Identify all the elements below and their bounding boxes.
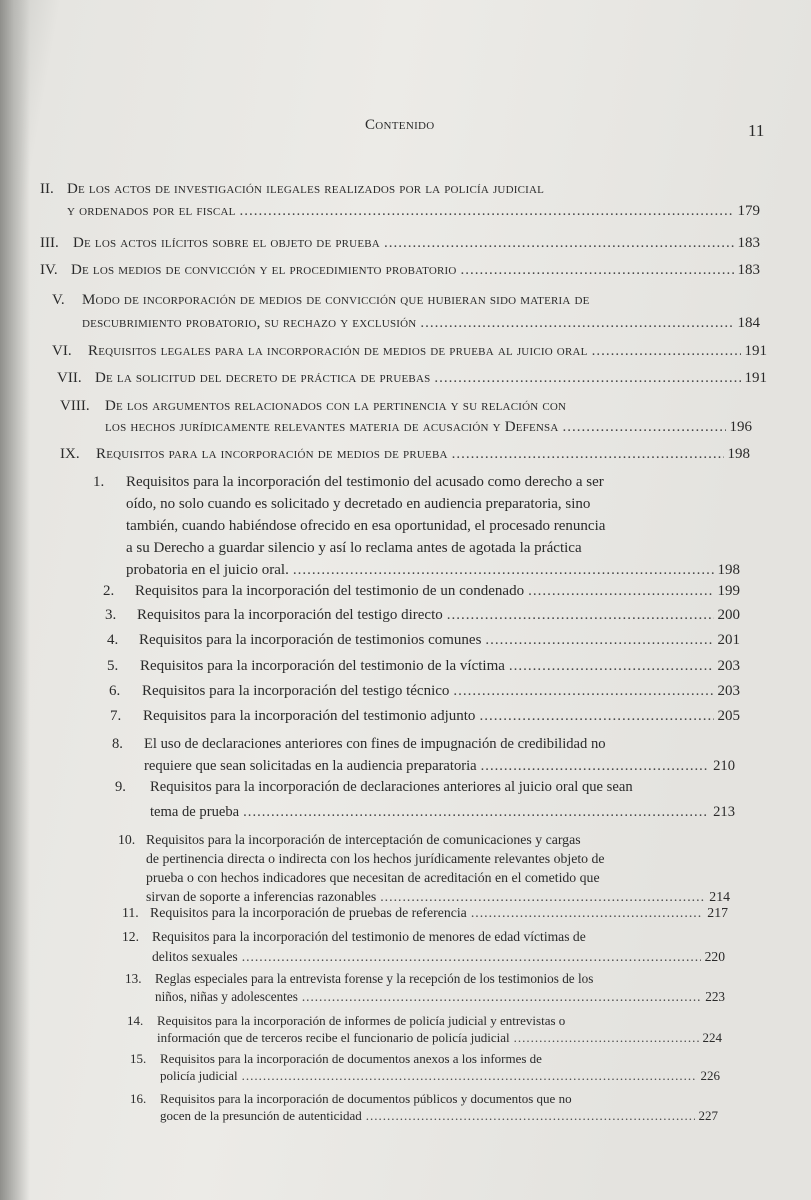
toc-entry-page: 191: [744, 370, 767, 386]
toc-entry: [57, 367, 767, 389]
toc-entry-number: 1.: [93, 474, 105, 490]
dot-leader: [384, 232, 734, 254]
dot-leader: [242, 1067, 697, 1084]
toc-entry-title-line: Requisitos legales para la incorporación de medios de prueba al juicio oral: [88, 343, 588, 359]
toc-entry: [115, 775, 735, 825]
dot-leader: [447, 604, 714, 626]
toc-entry-number: VIII.: [60, 398, 90, 414]
dot-leader: [485, 629, 713, 651]
toc-entry-title-line: de pertinencia directa o indirecta con los hechos jurídicamente relevantes objeto de: [146, 851, 605, 866]
toc-entry-title-line: niños, niñas y adolescentes: [155, 989, 298, 1004]
dot-leader: [509, 655, 714, 677]
toc-entry-title-line: Modo de incorporación de medios de convicción que hubieran sido materia de: [82, 292, 590, 308]
toc-entry-number: 9.: [115, 779, 126, 795]
toc-entry-title-line: requiere que sean solicitadas en la audiencia preparatoria: [144, 758, 477, 774]
toc-entry-title-line: oído, no solo cuando es solicitado y decretado en audiencia preparatoria, sino: [126, 496, 591, 512]
dot-leader: [481, 755, 709, 777]
toc-entry-title-line: Requisitos para la incorporación de documentos anexos a los informes de: [160, 1051, 542, 1066]
toc-entry-page: 220: [704, 949, 725, 964]
toc-entry-number: 8.: [112, 736, 123, 752]
toc-entry-title-line: De los medios de convicción y el procedimiento probatorio: [71, 262, 457, 278]
toc-entry-page: 217: [707, 905, 728, 920]
dot-leader: [453, 680, 713, 702]
toc-entry-title-line: De la solicitud del decreto de práctica de pruebas: [95, 370, 431, 386]
toc-entry-title-line: prueba o con hechos indicadores que necesitan de acreditación en el cometido que: [146, 870, 600, 885]
toc-entry: [118, 830, 730, 906]
toc-entry-page: 183: [737, 235, 760, 251]
toc-entry-title-line: delitos sexuales: [152, 949, 238, 964]
toc-entry-number: 11.: [122, 905, 139, 920]
toc-entry-title-line: también, cuando habiéndose ofrecido en esa oportunidad, el procesado renuncia: [126, 518, 606, 534]
toc-entry: [130, 1050, 720, 1084]
toc-entry-page: 203: [717, 683, 740, 699]
toc-entry-title-line: Requisitos para la incorporación del testimonio adjunto: [143, 708, 476, 724]
dot-leader: [240, 200, 734, 222]
dot-leader: [471, 903, 703, 923]
toc-entry: [52, 289, 760, 335]
toc-entry-number: 6.: [109, 683, 121, 699]
toc-entry-number: VI.: [52, 343, 72, 359]
toc-entry-title-line: Requisitos para la incorporación del testigo técnico: [142, 683, 450, 699]
toc-entry-title-line: Requisitos para la incorporación de declaraciones anteriores al juicio oral que sean: [150, 779, 633, 795]
toc-entry: [112, 733, 735, 777]
toc-entry: [60, 443, 750, 465]
toc-entry-page: 223: [705, 989, 725, 1004]
dot-leader: [434, 367, 740, 389]
toc-entry-number: V.: [52, 292, 65, 308]
toc-entry-title-line: Requisitos para la incorporación de interceptación de comunicaciones y cargas: [146, 832, 581, 847]
dot-leader: [242, 947, 701, 967]
toc-entry-number: 4.: [107, 632, 119, 648]
toc-entry-title-line: policía judicial: [160, 1068, 238, 1083]
toc-entry: [122, 927, 725, 967]
toc-entry: [109, 680, 740, 702]
toc-entry-title-line: Requisitos para la incorporación del testimonio del acusado como derecho a ser: [126, 474, 604, 490]
dot-leader: [302, 988, 701, 1006]
dot-leader: [452, 443, 724, 465]
toc-entry-title-line: De los argumentos relacionados con la pertinencia y su relación con: [105, 398, 567, 414]
toc-entry: [105, 604, 740, 626]
toc-entry: [110, 705, 740, 727]
toc-entry: [107, 629, 740, 651]
toc-entry: [40, 178, 760, 222]
toc-entry-title-line: Reglas especiales para la entrevista forense y la recepción de los testimonios de los: [155, 971, 594, 986]
toc-entry: [122, 903, 728, 923]
toc-entry-number: 14.: [127, 1013, 144, 1028]
toc-entry-title-line: De los actos de investigación ilegales realizados por la policía judicial: [67, 181, 545, 197]
toc-entry-title-line: información que de terceros recibe el funcionario de policía judicial: [157, 1030, 510, 1045]
toc-entry: [130, 1090, 718, 1124]
toc-entry: [127, 1012, 722, 1046]
toc-entry: [103, 580, 740, 602]
toc-entry-page: 201: [717, 632, 740, 648]
toc-entry-number: 12.: [122, 929, 139, 944]
toc-entry-title-line: Requisitos para la incorporación de pruebas de referencia: [150, 905, 467, 920]
toc-entry-page: 227: [698, 1108, 718, 1123]
toc-entry: [40, 259, 760, 281]
toc-entry-number: III.: [40, 235, 59, 251]
toc-entry-title-line: sirvan de soporte a inferencias razonables: [146, 889, 377, 904]
toc-entry-number: II.: [40, 181, 54, 197]
running-header-title: Contenido: [365, 117, 435, 133]
toc-entry-page: 210: [713, 758, 735, 774]
toc-entry-title-line: Requisitos para la incorporación de testimonios comunes: [139, 632, 482, 648]
toc-entry-page: 196: [729, 419, 752, 435]
toc-entry-page: 224: [702, 1030, 722, 1045]
dot-leader: [592, 340, 741, 362]
toc-entry-title-line: Requisitos para la incorporación de medios de prueba: [96, 446, 448, 462]
toc-entry-number: 7.: [110, 708, 122, 724]
toc-entry-title-line: tema de prueba: [150, 804, 240, 820]
toc-entry-number: 3.: [105, 607, 117, 623]
dot-leader: [528, 580, 713, 602]
toc-entry-title-line: los hechos jurídicamente relevantes materia de acusación y Defensa: [105, 419, 559, 435]
toc-entry-title-line: Requisitos para la incorporación de informes de policía judicial y entrevistas o: [157, 1013, 566, 1028]
toc-entry-page: 213: [713, 804, 735, 820]
toc-entry-title-line: gocen de la presunción de autenticidad: [160, 1108, 362, 1123]
toc-entry-number: 2.: [103, 583, 115, 599]
toc-entry-page: 205: [717, 708, 740, 724]
toc-entry-page: 198: [717, 562, 740, 578]
toc-entry: [40, 232, 760, 254]
toc-entry-title-line: De los actos ilícitos sobre el objeto de prueba: [73, 235, 380, 251]
toc-entry-page: 183: [737, 262, 760, 278]
toc-entry-title-line: Requisitos para la incorporación del testimonio de un condenado: [135, 583, 525, 599]
toc-entry: [52, 340, 767, 362]
toc-entry-title-line: y ordenados por el fiscal: [67, 203, 236, 219]
toc-entry-page: 199: [717, 583, 740, 599]
toc-entry-number: IX.: [60, 446, 80, 462]
page-number: 11: [748, 121, 765, 140]
toc-entry-title-line: Requisitos para la incorporación del testimonio de la víctima: [140, 658, 505, 674]
toc-entry-number: VII.: [57, 370, 82, 386]
toc-entry-title-line: descubrimiento probatorio, su rechazo y exclusión: [82, 315, 417, 331]
dot-leader: [479, 705, 713, 727]
toc-entry-page: 179: [737, 203, 760, 219]
toc-entry-title-line: probatoria en el juicio oral.: [126, 562, 289, 578]
toc-entry: [60, 396, 752, 438]
toc-entry-number: 15.: [130, 1051, 147, 1066]
toc-entry-title-line: Requisitos para la incorporación del testimonio de menores de edad víctimas de: [152, 929, 586, 944]
toc-entry-number: 10.: [118, 832, 136, 847]
toc-entry-page: 191: [744, 343, 767, 359]
toc-entry: [93, 471, 740, 581]
dot-leader: [420, 312, 733, 335]
dot-leader: [461, 259, 734, 281]
toc-entry-page: 214: [709, 889, 730, 904]
toc-entry-number: 16.: [130, 1091, 147, 1106]
toc-entry-page: 200: [717, 607, 740, 623]
toc-entry: [107, 655, 740, 677]
toc-entry-number: IV.: [40, 262, 58, 278]
toc-entry: [125, 970, 725, 1006]
toc-entry-number: 13.: [125, 971, 142, 986]
toc-entry-title-line: a su Derecho a guardar silencio y así lo reclama antes de agotada la práctica: [126, 540, 582, 556]
toc-entry-title-line: Requisitos para la incorporación del testigo directo: [137, 607, 443, 623]
dot-leader: [293, 559, 714, 581]
page-spine-shadow: [0, 0, 30, 1200]
dot-leader: [514, 1029, 699, 1046]
dot-leader: [366, 1107, 695, 1124]
toc-entry-page: 226: [700, 1068, 720, 1083]
dot-leader: [243, 800, 709, 825]
dot-leader: [563, 417, 726, 438]
toc-entry-page: 203: [717, 658, 740, 674]
toc-entry-page: 184: [737, 315, 760, 331]
toc-entry-title-line: Requisitos para la incorporación de documentos públicos y documentos que no: [160, 1091, 572, 1106]
toc-entry-title-line: El uso de declaraciones anteriores con fines de impugnación de credibilidad no: [144, 736, 606, 752]
toc-entry-number: 5.: [107, 658, 119, 674]
toc-entry-page: 198: [727, 446, 750, 462]
